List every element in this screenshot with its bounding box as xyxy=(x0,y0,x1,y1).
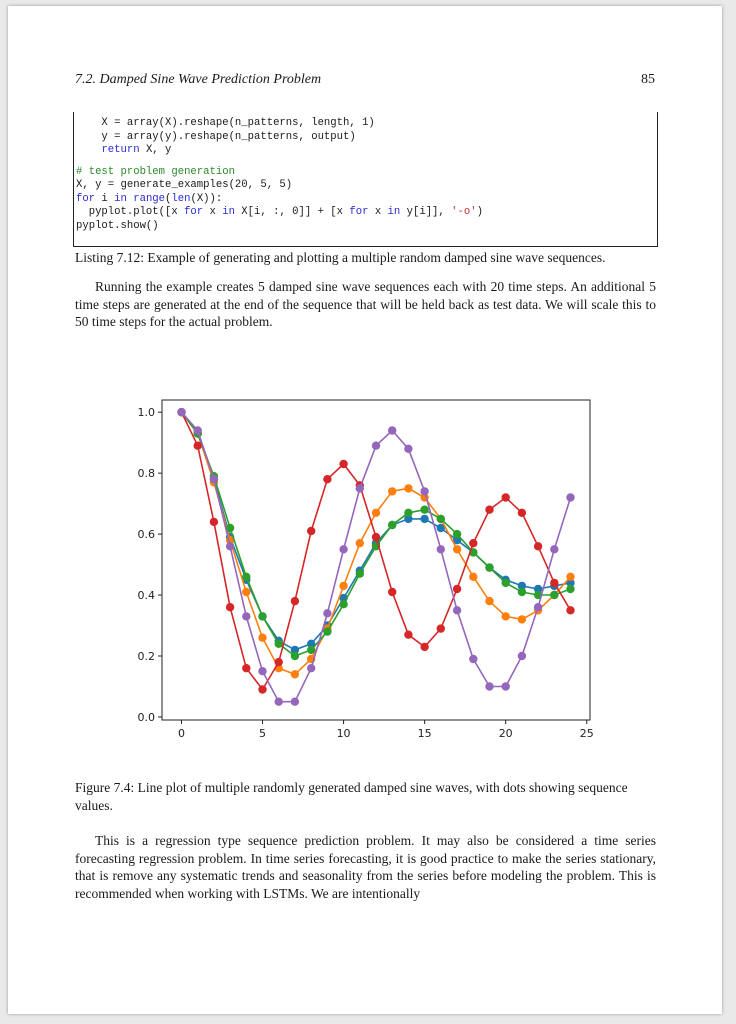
y-tick-label: 0.2 xyxy=(137,650,155,663)
data-point xyxy=(258,667,266,675)
code-token: ) xyxy=(476,206,483,218)
code-token: X[i, :, 0]] + [x xyxy=(234,206,350,218)
data-point xyxy=(404,509,412,517)
code-token: y = array(y).reshape(n_patterns, output) xyxy=(76,130,356,143)
data-point xyxy=(518,652,526,660)
code-line xyxy=(76,158,657,166)
data-point xyxy=(339,545,347,553)
data-point xyxy=(323,475,331,483)
data-point xyxy=(372,533,380,541)
data-point xyxy=(566,606,574,614)
code-line xyxy=(76,166,657,180)
data-point xyxy=(388,487,396,495)
data-point xyxy=(437,515,445,523)
running-header-title: 7.2. Damped Sine Wave Prediction Problem xyxy=(75,72,322,87)
data-point xyxy=(258,685,266,693)
data-point xyxy=(291,698,299,706)
data-point xyxy=(502,493,510,501)
y-tick-label: 0.6 xyxy=(137,528,155,542)
code-line xyxy=(76,193,657,207)
data-point xyxy=(453,530,461,538)
data-point xyxy=(420,643,428,651)
data-point xyxy=(518,615,526,623)
code-token: i xyxy=(95,192,115,205)
data-point xyxy=(275,640,283,648)
data-point xyxy=(194,442,202,450)
data-point xyxy=(291,670,299,678)
data-point xyxy=(275,658,283,666)
data-point xyxy=(469,573,477,581)
code-token: for xyxy=(76,192,96,205)
code-line xyxy=(76,179,657,193)
data-point xyxy=(453,585,461,593)
data-point xyxy=(339,460,347,468)
code-token: pyplot.show() xyxy=(76,219,159,232)
code-token: in xyxy=(387,206,401,218)
code-line xyxy=(76,144,657,158)
x-tick-label: 25 xyxy=(579,727,594,740)
data-point xyxy=(453,606,461,614)
data-point xyxy=(502,579,510,587)
code-token: return xyxy=(101,144,140,156)
data-point xyxy=(566,585,574,593)
y-tick-label: 0.8 xyxy=(137,467,155,481)
data-point xyxy=(307,664,315,672)
x-tick-label: 10 xyxy=(336,727,351,740)
data-point xyxy=(420,515,428,523)
data-point xyxy=(242,573,250,581)
data-point xyxy=(485,506,493,514)
code-line xyxy=(76,206,657,220)
code-token: for xyxy=(349,206,369,218)
data-point xyxy=(339,582,347,590)
data-point xyxy=(534,542,542,550)
document-page xyxy=(8,6,722,1014)
code-token: X = array(X).reshape(n_patterns, length, 1) xyxy=(76,117,375,129)
data-point xyxy=(194,426,202,434)
data-point xyxy=(372,509,380,517)
code-token: y[i]], xyxy=(400,206,452,218)
figure-caption: Figure 7.4: Line plot of multiple randomly generated damped sine waves, with dots showing sequence values. xyxy=(75,780,628,813)
data-point xyxy=(226,542,234,550)
listing-caption: Listing 7.12: Example of generating and plotting a multiple random damped sine wave sequences. xyxy=(75,250,606,265)
code-token: range xyxy=(133,192,166,205)
data-point xyxy=(242,588,250,596)
code-token: '-o' xyxy=(451,206,477,218)
data-point xyxy=(323,609,331,617)
data-point xyxy=(420,487,428,495)
page-number: 85 xyxy=(641,72,655,87)
y-tick-label: 0.0 xyxy=(137,710,155,724)
code-line xyxy=(76,220,657,234)
data-point xyxy=(534,603,542,611)
data-point xyxy=(388,426,396,434)
x-tick-label: 15 xyxy=(417,727,432,740)
data-point xyxy=(356,484,364,492)
code-line xyxy=(76,131,657,145)
body-paragraph-1: Running the example creates 5 damped sine wave sequences each with 20 time steps. An additional 5 time steps are generated at the end of the sequence that will be held back as test data. We will scale this to 50 time steps for the actual problem. xyxy=(75,279,656,329)
data-point xyxy=(550,591,558,599)
data-point xyxy=(242,612,250,620)
code-token: in xyxy=(222,206,235,218)
code-token: X, y = generate_examples(20, 5, 5) xyxy=(76,179,293,191)
data-point xyxy=(388,521,396,529)
data-point xyxy=(372,442,380,450)
body-paragraph-2: This is a regression type sequence prediction problem. It may also be considered a time series forecasting regression problem. In time series forecasting, it is good practice to make the series stationary, that is remove any systematic trends and seasonality from the series before modeling the problem. This is recommended when working with LSTMs. We are intentionally xyxy=(75,833,656,901)
x-tick-label: 20 xyxy=(498,727,513,740)
data-point xyxy=(388,588,396,596)
data-point xyxy=(339,600,347,608)
data-point xyxy=(226,603,234,611)
data-point xyxy=(307,527,315,535)
data-point xyxy=(469,539,477,547)
y-tick-label: 1.0 xyxy=(137,406,155,420)
data-point xyxy=(291,597,299,605)
code-token: x xyxy=(203,206,223,218)
x-tick-label: 5 xyxy=(259,727,267,740)
data-point xyxy=(518,588,526,596)
data-point xyxy=(258,634,266,642)
data-point xyxy=(437,545,445,553)
data-point xyxy=(258,612,266,620)
code-token: pyplot.plot([x xyxy=(76,206,185,218)
data-point xyxy=(469,655,477,663)
code-token: ( xyxy=(165,192,172,205)
code-token: in xyxy=(114,192,127,205)
data-point xyxy=(291,652,299,660)
data-point xyxy=(307,646,315,654)
data-point xyxy=(502,682,510,690)
data-point xyxy=(437,624,445,632)
data-point xyxy=(404,631,412,639)
series-line-3 xyxy=(182,412,571,689)
code-token: for xyxy=(184,206,204,218)
data-point xyxy=(356,539,364,547)
data-point xyxy=(566,573,574,581)
code-token: (X)): xyxy=(190,192,223,205)
data-point xyxy=(404,484,412,492)
code-listing xyxy=(73,112,658,247)
data-point xyxy=(210,518,218,526)
data-point xyxy=(502,612,510,620)
data-point xyxy=(566,493,574,501)
data-point xyxy=(550,579,558,587)
data-point xyxy=(404,445,412,453)
data-point xyxy=(420,506,428,514)
data-point xyxy=(485,563,493,571)
x-tick-label: 0 xyxy=(177,727,185,740)
data-point xyxy=(485,597,493,605)
code-token: len xyxy=(171,192,191,205)
data-point xyxy=(453,545,461,553)
code-token: X, y xyxy=(139,144,172,156)
data-point xyxy=(356,570,364,578)
data-point xyxy=(210,475,218,483)
data-point xyxy=(177,408,185,416)
code-line xyxy=(76,117,657,131)
code-token xyxy=(76,144,101,156)
data-point xyxy=(242,664,250,672)
data-point xyxy=(323,627,331,635)
data-point xyxy=(550,545,558,553)
code-token: # test problem generation xyxy=(76,165,235,178)
code-token: x xyxy=(368,206,388,218)
y-tick-label: 0.4 xyxy=(137,589,155,603)
data-point xyxy=(485,682,493,690)
damped-sine-line-chart xyxy=(108,390,608,762)
data-point xyxy=(275,698,283,706)
data-point xyxy=(518,509,526,517)
